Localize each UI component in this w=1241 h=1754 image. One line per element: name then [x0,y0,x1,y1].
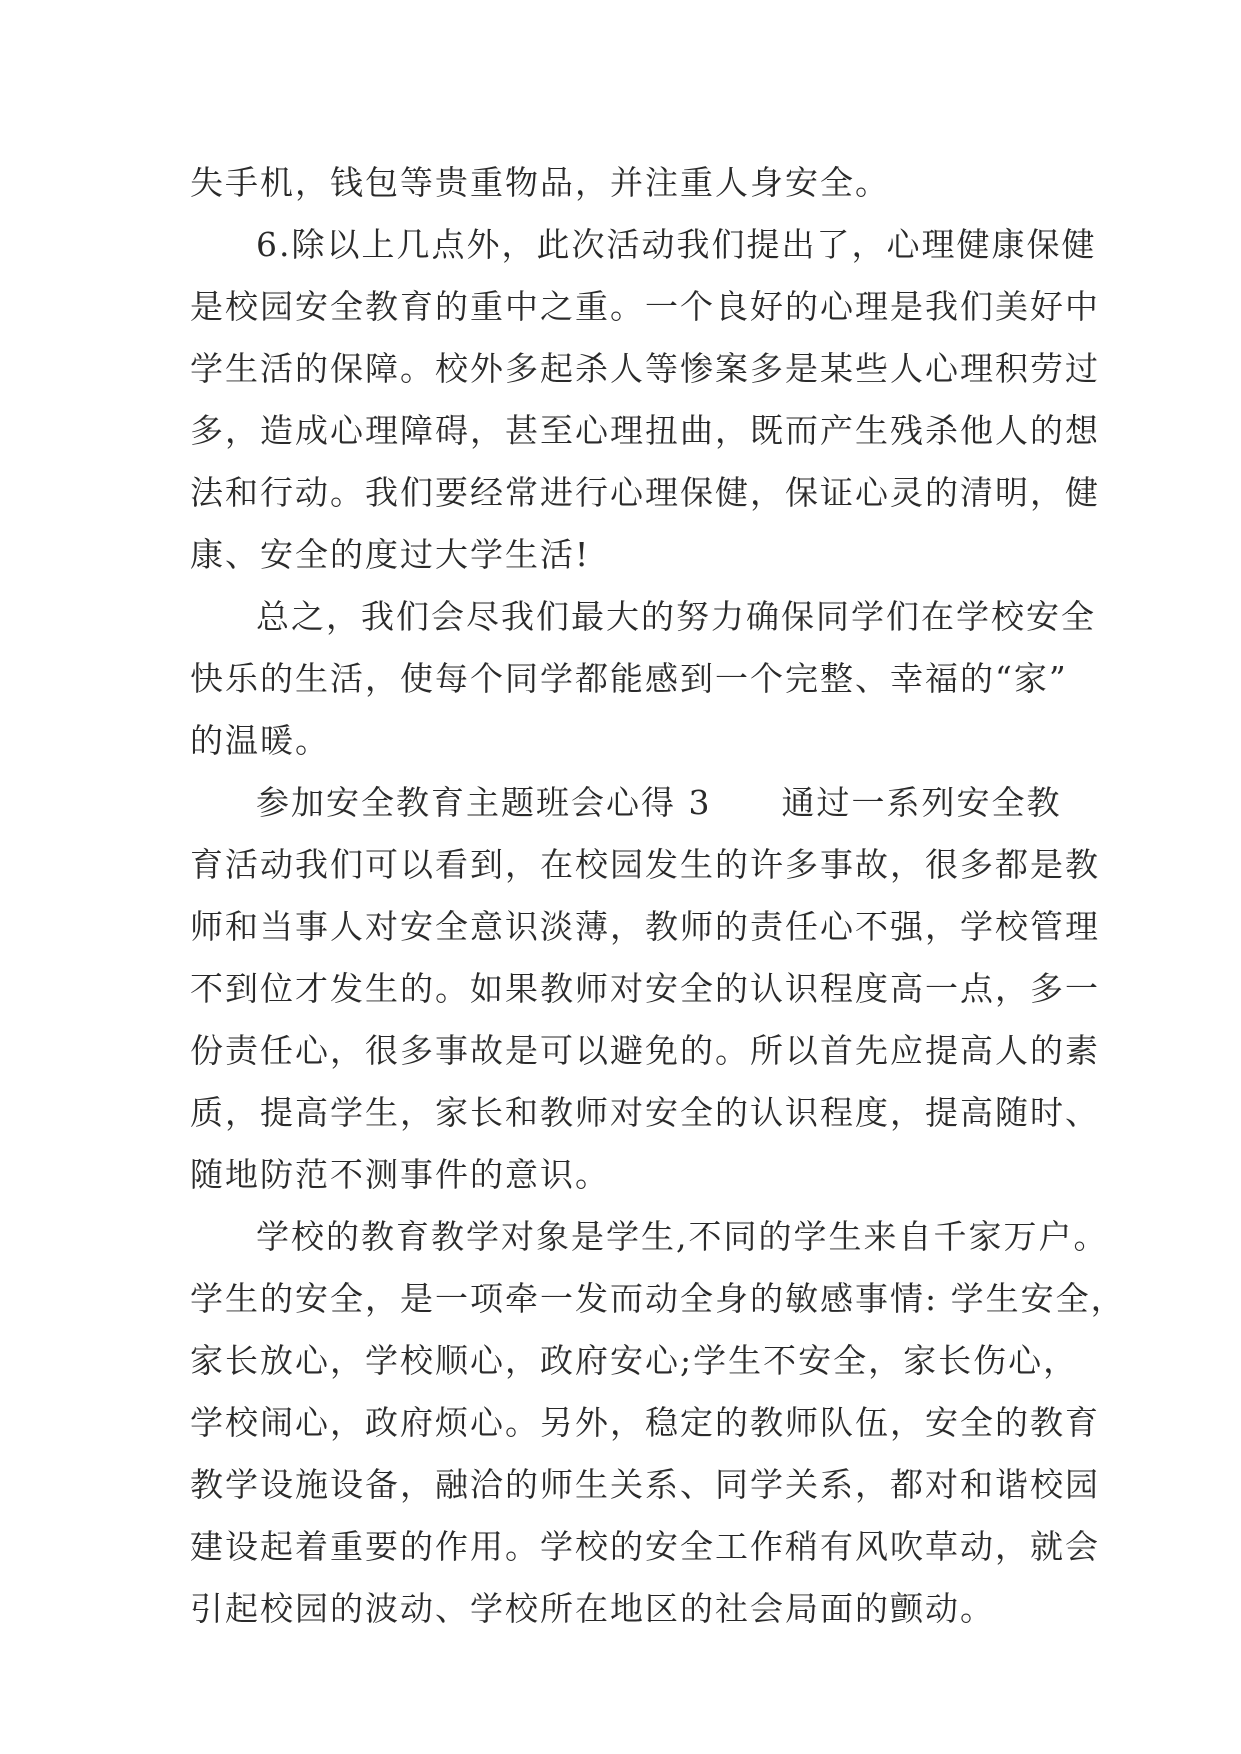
section-heading-line: 参加安全教育主题班会心得 3 通过一系列安全教 [256,783,1062,822]
text-line: 不到位才发生的。如果教师对安全的认识程度高一点，多一 [190,969,1100,1008]
text-line: 学生活的保障。校外多起杀人等惨案多是某些人心理积劳过 [190,349,1100,388]
text-line: 引起校园的波动、学校所在地区的社会局面的颤动。 [190,1589,995,1628]
text-line: 质，提高学生，家长和教师对安全的认识程度，提高随时、 [190,1093,1100,1132]
document-body [190,152,1126,1640]
text-line: 学生的安全，是一项牵一发而动全身的敏感事情: 学生安全， [190,1279,1126,1318]
text-line: 师和当事人对安全意识淡薄，教师的责任心不强，学校管理 [190,907,1100,946]
text-line: 法和行动。我们要经常进行心理保健，保证心灵的清明，健 [190,473,1100,512]
text-line: 是校园安全教育的重中之重。一个良好的心理是我们美好中 [190,287,1100,326]
text-line: 快乐的生活，使每个同学都能感到一个完整、幸福的“家” [190,659,1068,698]
text-line: 6.除以上几点外，此次活动我们提出了，心理健康保健 [256,225,1097,264]
text-line: 家长放心，学校顺心，政府安心;学生不安全，家长伤心， [190,1341,1079,1380]
text-line: 育活动我们可以看到，在校园发生的许多事故，很多都是教 [190,845,1100,884]
text-line: 的温暖。 [190,721,330,760]
text-line: 随地防范不测事件的意识。 [190,1155,610,1194]
text-line: 建设起着重要的作用。学校的安全工作稍有风吹草动，就会 [190,1527,1100,1566]
text-line: 教学设施设备，融洽的师生关系、同学关系，都对和谐校园 [190,1465,1100,1504]
text-line: 份责任心，很多事故是可以避免的。所以首先应提高人的素 [190,1031,1100,1070]
text-line: 失手机，钱包等贵重物品，并注重人身安全。 [190,163,890,202]
text-line: 学校的教育教学对象是学生,不同的学生来自千家万户。 [256,1217,1109,1256]
text-line: 多，造成心理障碍，甚至心理扭曲，既而产生残杀他人的想 [190,411,1100,450]
text-line: 学校闹心，政府烦心。另外，稳定的教师队伍，安全的教育 [190,1403,1100,1442]
text-line: 康、安全的度过大学生活! [190,535,591,574]
text-line: 总之，我们会尽我们最大的努力确保同学们在学校安全 [256,597,1096,636]
